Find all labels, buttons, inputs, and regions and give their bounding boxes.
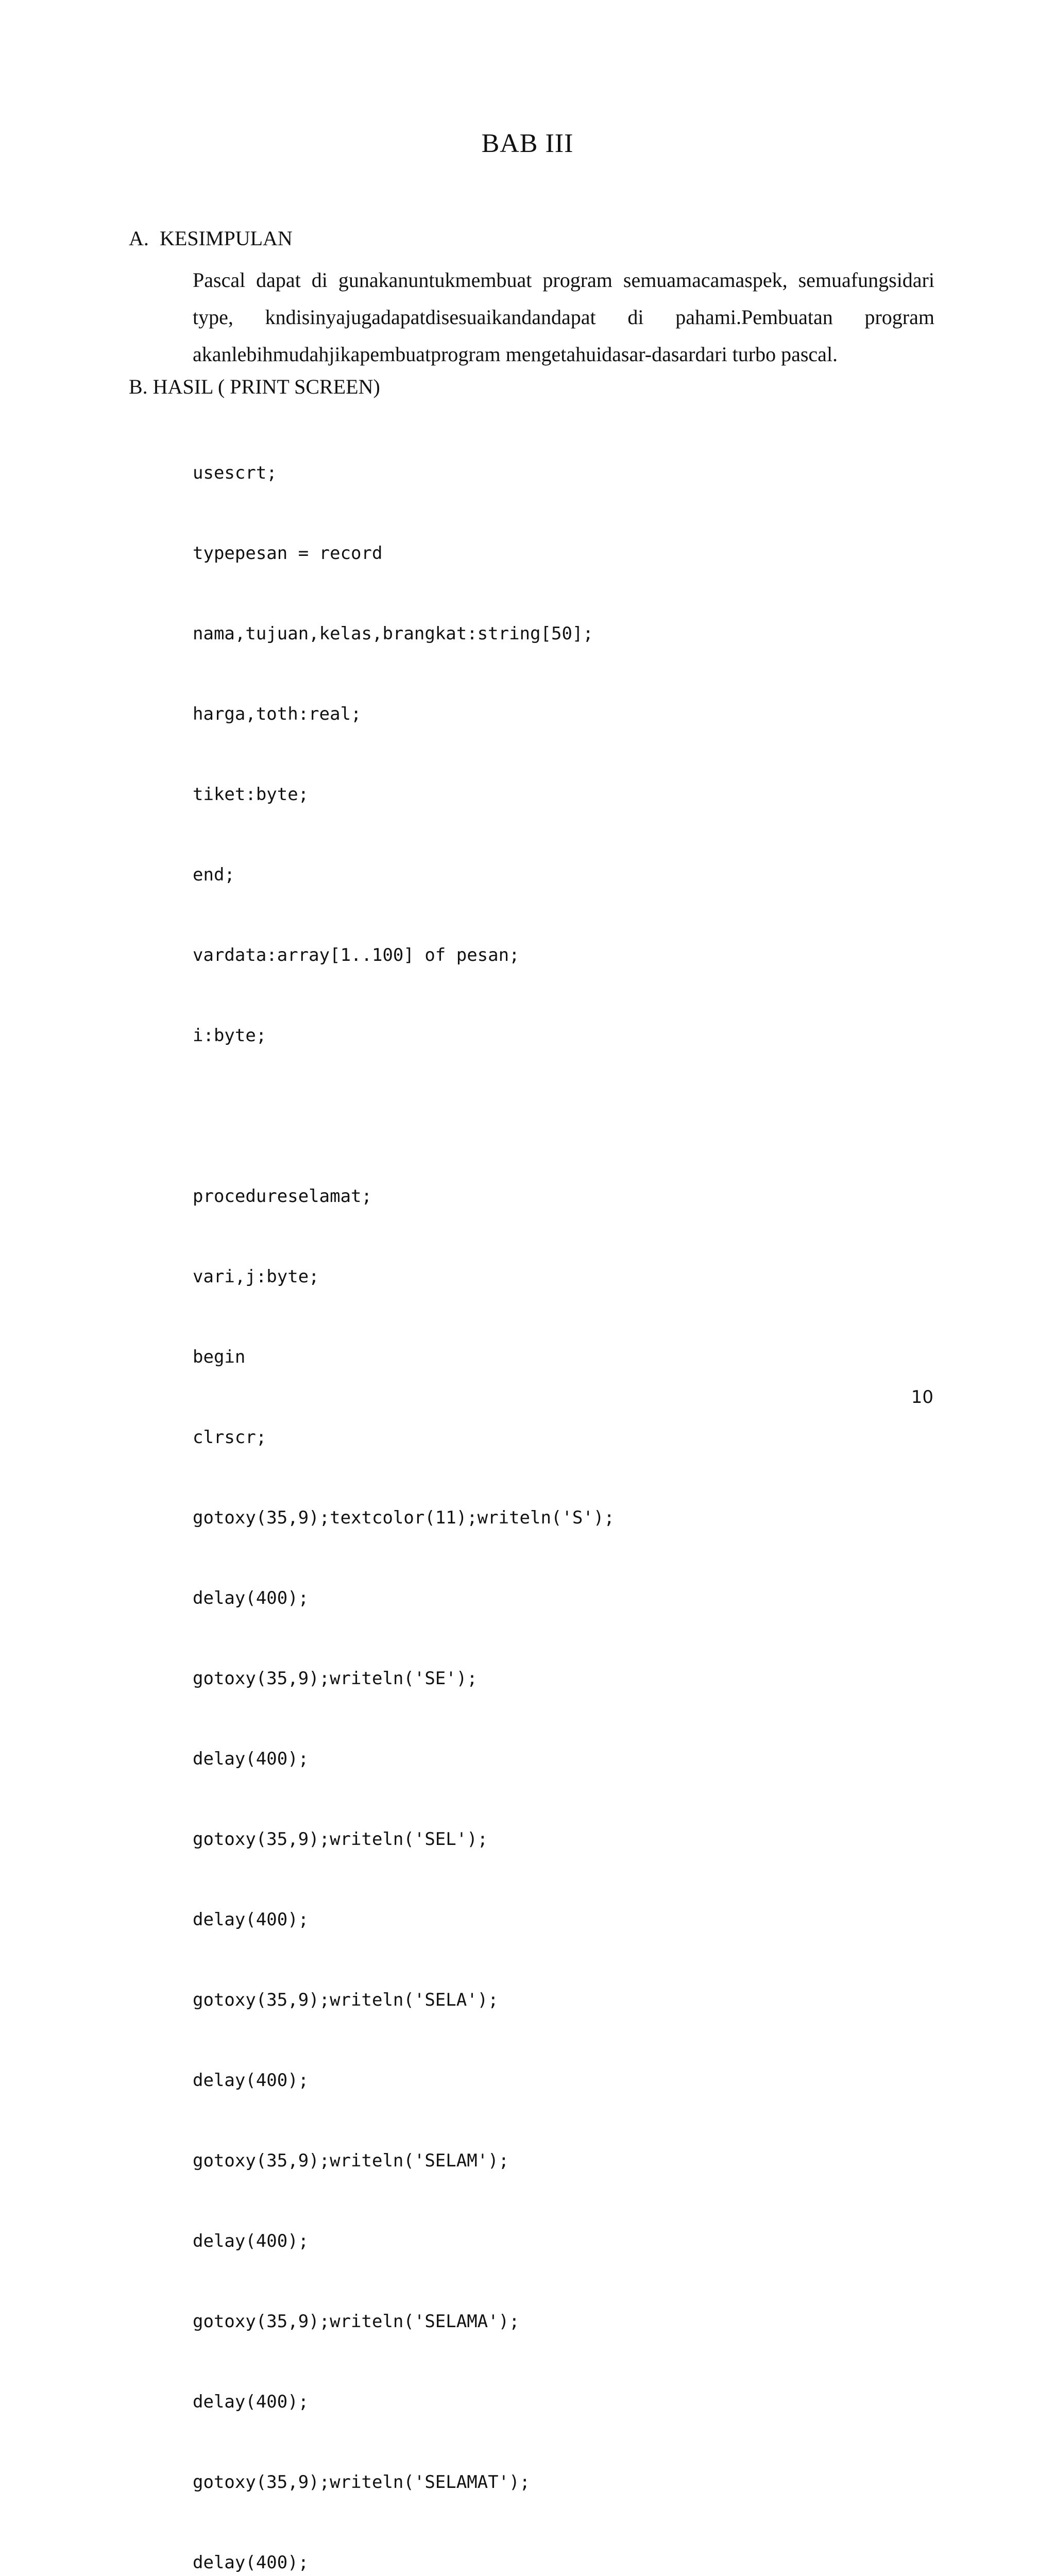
code-line: vari,j:byte; (193, 1266, 319, 1287)
code-line: gotoxy(35,9);writeln('SE'); (193, 1668, 478, 1689)
code-line: gotoxy(35,9);writeln('SELAM'); (193, 2150, 509, 2171)
code-line: nama,tujuan,kelas,brangkat:string[50]; (193, 623, 593, 644)
page-number: 10 (911, 1387, 933, 1408)
code-line: tiket:byte; (193, 784, 309, 805)
code-line: typepesan = record (193, 543, 383, 564)
code-line: gotoxy(35,9);textcolor(11);writeln('S'); (193, 1507, 615, 1528)
code-line: delay(400); (193, 2070, 309, 2091)
code-line: gotoxy(35,9);writeln('SELAMA'); (193, 2311, 520, 2332)
code-line: i:byte; (193, 1025, 267, 1046)
code-line: usescrt; (193, 463, 277, 483)
code-line: delay(400); (193, 1588, 309, 1608)
section-a-title: KESIMPULAN (160, 227, 293, 250)
code-line: procedureselamat; (193, 1186, 372, 1207)
pascal-code-block (193, 406, 615, 2576)
code-line: vardata:array[1..100] of pesan; (193, 945, 520, 965)
chapter-title: BAB III (481, 129, 574, 158)
code-line: begin (193, 1347, 246, 1367)
code-line-blank (193, 1103, 615, 1129)
section-a-letter: A. (129, 227, 149, 250)
code-line: delay(400); (193, 1909, 309, 1930)
code-line: gotoxy(35,9);writeln('SELAMAT'); (193, 2472, 531, 2493)
code-line: clrscr; (193, 1427, 267, 1448)
code-line: delay(400); (193, 2231, 309, 2251)
code-line: delay(400); (193, 2552, 309, 2573)
code-line: delay(400); (193, 2392, 309, 2412)
code-line: end; (193, 865, 235, 885)
section-a-heading (129, 226, 293, 251)
section-b-heading: B. HASIL ( PRINT SCREEN) (129, 375, 380, 398)
code-line: gotoxy(35,9);writeln('SELA'); (193, 1990, 499, 2010)
code-line: harga,toth:real; (193, 704, 362, 724)
conclusion-paragraph: Pascal dapat di gunakanuntukmembuat program semuamacamaspek, semuafungsidari type, kndisinyajugadapatdisesuaikandandapat di pahami.Pembuatan program akanlebihmudahjikapembuatprogram mengetahuidasar-dasardari turbo pascal. (193, 268, 934, 366)
code-line: delay(400); (193, 1749, 309, 1769)
code-line: gotoxy(35,9);writeln('SEL'); (193, 1829, 488, 1850)
